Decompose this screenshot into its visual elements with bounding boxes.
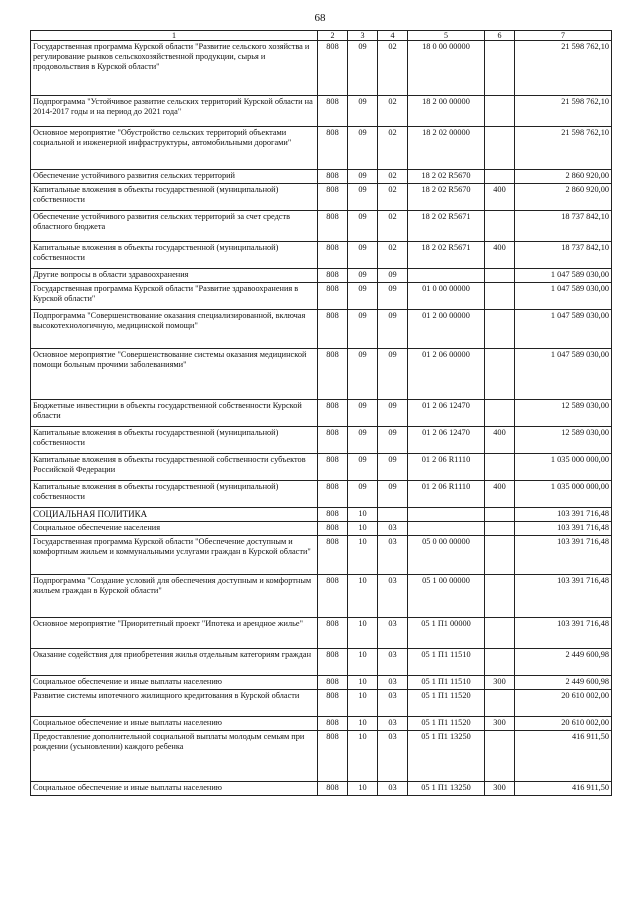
cell-expense-type: 400 <box>485 481 515 508</box>
cell-expense-type <box>485 690 515 717</box>
cell-name: Другие вопросы в области здравоохранения <box>31 269 318 283</box>
cell-expense-type: 300 <box>485 782 515 796</box>
cell-amount: 2 449 600,98 <box>515 649 612 676</box>
cell-name: Предоставление дополнительной социальной выплаты молодым семьям при рождении (усыновлении) каждого ребенка <box>31 731 318 782</box>
cell-amount: 1 047 589 030,00 <box>515 349 612 400</box>
cell-expense-type <box>485 211 515 242</box>
table-row <box>31 782 612 796</box>
cell-subsection: 03 <box>378 782 408 796</box>
cell-section: 09 <box>348 170 378 184</box>
table-row <box>31 96 612 127</box>
cell-target-article: 05 1 П1 11510 <box>408 676 485 690</box>
cell-target-article: 18 0 00 00000 <box>408 41 485 96</box>
cell-amount: 103 391 716,48 <box>515 618 612 649</box>
table-row <box>31 649 612 676</box>
cell-name: Социальное обеспечение населения <box>31 522 318 536</box>
cell-section: 09 <box>348 269 378 283</box>
cell-name: Обеспечение устойчивого развития сельских территорий за счет средств областного бюджета <box>31 211 318 242</box>
cell-expense-type <box>485 400 515 427</box>
cell-expense-type <box>485 454 515 481</box>
table-row <box>31 454 612 481</box>
cell-ministry-code: 808 <box>318 618 348 649</box>
cell-ministry-code: 808 <box>318 283 348 310</box>
cell-target-article: 05 1 П1 00000 <box>408 618 485 649</box>
cell-target-article: 05 1 П1 11520 <box>408 690 485 717</box>
cell-amount: 2 860 920,00 <box>515 184 612 211</box>
table-row <box>31 170 612 184</box>
cell-amount: 18 737 842,10 <box>515 242 612 269</box>
cell-target-article: 18 2 02 R5670 <box>408 170 485 184</box>
cell-section: 09 <box>348 310 378 349</box>
cell-section: 09 <box>348 400 378 427</box>
column-header: 5 <box>408 31 485 41</box>
column-header: 3 <box>348 31 378 41</box>
cell-subsection: 03 <box>378 536 408 575</box>
table-row <box>31 522 612 536</box>
cell-ministry-code: 808 <box>318 690 348 717</box>
cell-expense-type: 400 <box>485 242 515 269</box>
cell-ministry-code: 808 <box>318 96 348 127</box>
cell-name: Подпрограмма "Устойчивое развитие сельских территорий Курской области на 2014-2017 годы и на период до 2021 года" <box>31 96 318 127</box>
cell-amount: 20 610 002,00 <box>515 690 612 717</box>
cell-section: 09 <box>348 427 378 454</box>
cell-section: 10 <box>348 782 378 796</box>
cell-target-article: 05 1 П1 11520 <box>408 717 485 731</box>
cell-section: 10 <box>348 649 378 676</box>
cell-name: Капитальные вложения в объекты государственной (муниципальной) собственности <box>31 184 318 211</box>
cell-amount: 21 598 762,10 <box>515 127 612 170</box>
cell-amount: 12 589 030,00 <box>515 427 612 454</box>
cell-ministry-code: 808 <box>318 731 348 782</box>
cell-name: Капитальные вложения в объекты государственной собственности субъектов Российской Федерации <box>31 454 318 481</box>
cell-expense-type <box>485 127 515 170</box>
cell-ministry-code: 808 <box>318 400 348 427</box>
cell-subsection: 02 <box>378 170 408 184</box>
cell-expense-type <box>485 536 515 575</box>
cell-expense-type <box>485 508 515 522</box>
cell-ministry-code: 808 <box>318 575 348 618</box>
cell-amount: 2 449 600,98 <box>515 676 612 690</box>
table-row <box>31 349 612 400</box>
cell-target-article: 18 2 02 R5670 <box>408 184 485 211</box>
cell-ministry-code: 808 <box>318 184 348 211</box>
cell-name: Подпрограмма "Создание условий для обеспечения доступным и комфортным жильем граждан в Курской области" <box>31 575 318 618</box>
cell-target-article: 01 2 06 12470 <box>408 427 485 454</box>
cell-expense-type <box>485 310 515 349</box>
cell-target-article: 18 2 02 R5671 <box>408 211 485 242</box>
cell-amount: 103 391 716,48 <box>515 508 612 522</box>
cell-name: Государственная программа Курской области "Развитие здравоохранения в Курской области" <box>31 283 318 310</box>
cell-target-article: 01 2 06 R1110 <box>408 481 485 508</box>
cell-ministry-code: 808 <box>318 269 348 283</box>
table-row <box>31 269 612 283</box>
cell-subsection: 03 <box>378 717 408 731</box>
cell-ministry-code: 808 <box>318 649 348 676</box>
cell-subsection: 09 <box>378 310 408 349</box>
table-row <box>31 508 612 522</box>
cell-expense-type <box>485 283 515 310</box>
cell-section: 09 <box>348 454 378 481</box>
cell-expense-type <box>485 575 515 618</box>
cell-target-article: 05 0 00 00000 <box>408 536 485 575</box>
budget-table-body <box>31 31 612 796</box>
cell-expense-type <box>485 522 515 536</box>
cell-name: Социальное обеспечение и иные выплаты населению <box>31 717 318 731</box>
cell-expense-type: 400 <box>485 184 515 211</box>
cell-ministry-code: 808 <box>318 676 348 690</box>
cell-expense-type <box>485 349 515 400</box>
cell-ministry-code: 808 <box>318 242 348 269</box>
cell-ministry-code: 808 <box>318 427 348 454</box>
cell-amount: 1 047 589 030,00 <box>515 310 612 349</box>
table-row <box>31 41 612 96</box>
cell-ministry-code: 808 <box>318 508 348 522</box>
table-row <box>31 618 612 649</box>
table-header-row <box>31 31 612 41</box>
cell-subsection: 03 <box>378 731 408 782</box>
cell-section: 09 <box>348 283 378 310</box>
cell-amount: 12 589 030,00 <box>515 400 612 427</box>
column-header: 7 <box>515 31 612 41</box>
column-header: 1 <box>31 31 318 41</box>
cell-expense-type <box>485 96 515 127</box>
page-number: 68 <box>314 12 326 24</box>
cell-subsection: 03 <box>378 676 408 690</box>
cell-section: 10 <box>348 522 378 536</box>
cell-subsection: 09 <box>378 427 408 454</box>
cell-amount: 1 035 000 000,00 <box>515 454 612 481</box>
cell-expense-type <box>485 618 515 649</box>
cell-ministry-code: 808 <box>318 211 348 242</box>
cell-section: 10 <box>348 731 378 782</box>
cell-target-article: 05 1 00 00000 <box>408 575 485 618</box>
cell-subsection: 02 <box>378 242 408 269</box>
cell-section: 09 <box>348 96 378 127</box>
cell-section: 09 <box>348 41 378 96</box>
cell-expense-type: 300 <box>485 676 515 690</box>
cell-amount: 1 047 589 030,00 <box>515 269 612 283</box>
cell-name: Основное мероприятие "Совершенствование системы оказания медицинской помощи больным прочими заболеваниями" <box>31 349 318 400</box>
cell-subsection: 09 <box>378 269 408 283</box>
cell-name: Капитальные вложения в объекты государственной (муниципальной) собственности <box>31 242 318 269</box>
cell-subsection: 09 <box>378 400 408 427</box>
table-row <box>31 310 612 349</box>
cell-subsection: 09 <box>378 454 408 481</box>
cell-subsection <box>378 508 408 522</box>
cell-amount: 1 047 589 030,00 <box>515 283 612 310</box>
cell-amount: 416 911,50 <box>515 731 612 782</box>
cell-target-article: 01 2 06 00000 <box>408 349 485 400</box>
cell-expense-type: 400 <box>485 427 515 454</box>
cell-name: Бюджетные инвестиции в объекты государственной собственности Курской области <box>31 400 318 427</box>
cell-target-article: 01 0 00 00000 <box>408 283 485 310</box>
table-row <box>31 731 612 782</box>
cell-target-article: 01 2 00 00000 <box>408 310 485 349</box>
cell-section: 10 <box>348 690 378 717</box>
cell-subsection: 03 <box>378 575 408 618</box>
cell-subsection: 02 <box>378 211 408 242</box>
cell-subsection: 02 <box>378 127 408 170</box>
cell-name: Государственная программа Курской области "Обеспечение доступным и комфортным жильем и коммунальными услугами граждан в Курской области" <box>31 536 318 575</box>
cell-subsection: 03 <box>378 690 408 717</box>
cell-ministry-code: 808 <box>318 127 348 170</box>
cell-name: Оказание содействия для приобретения жилья отдельным категориям граждан <box>31 649 318 676</box>
cell-target-article: 05 1 П1 13250 <box>408 731 485 782</box>
cell-ministry-code: 808 <box>318 170 348 184</box>
cell-ministry-code: 808 <box>318 481 348 508</box>
cell-subsection: 03 <box>378 618 408 649</box>
table-row <box>31 717 612 731</box>
table-row <box>31 127 612 170</box>
cell-subsection: 03 <box>378 522 408 536</box>
cell-ministry-code: 808 <box>318 782 348 796</box>
cell-name: Социальное обеспечение и иные выплаты населению <box>31 782 318 796</box>
cell-amount: 103 391 716,48 <box>515 522 612 536</box>
cell-subsection: 02 <box>378 41 408 96</box>
column-header: 6 <box>485 31 515 41</box>
cell-amount: 20 610 002,00 <box>515 717 612 731</box>
cell-section: 10 <box>348 618 378 649</box>
cell-subsection: 09 <box>378 481 408 508</box>
table-row <box>31 575 612 618</box>
cell-section: 09 <box>348 211 378 242</box>
cell-ministry-code: 808 <box>318 717 348 731</box>
cell-section: 10 <box>348 717 378 731</box>
cell-expense-type: 300 <box>485 717 515 731</box>
cell-target-article: 18 2 02 00000 <box>408 127 485 170</box>
cell-name: Основное мероприятие "Обустройство сельских территорий объектами социальной и инженерной инфраструктуры, автомобильными дорогами" <box>31 127 318 170</box>
cell-ministry-code: 808 <box>318 41 348 96</box>
cell-subsection: 02 <box>378 96 408 127</box>
cell-name: Социальное обеспечение и иные выплаты населению <box>31 676 318 690</box>
cell-target-article: 01 2 06 12470 <box>408 400 485 427</box>
cell-target-article: 18 2 00 00000 <box>408 96 485 127</box>
cell-name: Развитие системы ипотечного жилищного кредитования в Курской области <box>31 690 318 717</box>
column-header: 2 <box>318 31 348 41</box>
cell-expense-type <box>485 41 515 96</box>
cell-ministry-code: 808 <box>318 454 348 481</box>
cell-subsection: 09 <box>378 349 408 400</box>
table-row <box>31 676 612 690</box>
cell-name: Государственная программа Курской области "Развитие сельского хозяйства и регулирование рынков сельскохозяйственной продукции, сырья и продовольствия в Курской области" <box>31 41 318 96</box>
cell-ministry-code: 808 <box>318 349 348 400</box>
table-row <box>31 184 612 211</box>
cell-subsection: 03 <box>378 649 408 676</box>
cell-subsection: 09 <box>378 283 408 310</box>
table-row <box>31 211 612 242</box>
cell-expense-type <box>485 731 515 782</box>
cell-section: 10 <box>348 536 378 575</box>
cell-target-article: 01 2 06 R1110 <box>408 454 485 481</box>
cell-section: 10 <box>348 676 378 690</box>
cell-section: 09 <box>348 242 378 269</box>
table-row <box>31 242 612 269</box>
table-row <box>31 427 612 454</box>
cell-ministry-code: 808 <box>318 536 348 575</box>
cell-section: 10 <box>348 508 378 522</box>
cell-section: 09 <box>348 184 378 211</box>
cell-amount: 18 737 842,10 <box>515 211 612 242</box>
cell-section: 09 <box>348 127 378 170</box>
cell-name: Основное мероприятие "Приоритетный проект "Ипотека и арендное жилье" <box>31 618 318 649</box>
cell-target-article <box>408 508 485 522</box>
cell-ministry-code: 808 <box>318 522 348 536</box>
cell-target-article <box>408 522 485 536</box>
cell-name: Обеспечение устойчивого развития сельских территорий <box>31 170 318 184</box>
cell-amount: 1 035 000 000,00 <box>515 481 612 508</box>
cell-amount: 103 391 716,48 <box>515 536 612 575</box>
cell-expense-type <box>485 170 515 184</box>
cell-ministry-code: 808 <box>318 310 348 349</box>
cell-amount: 103 391 716,48 <box>515 575 612 618</box>
cell-name: Подпрограмма "Совершенствование оказания специализированной, включая высокотехнологичную, медицинской помощи" <box>31 310 318 349</box>
cell-name: Капитальные вложения в объекты государственной (муниципальной) собственности <box>31 427 318 454</box>
cell-target-article: 18 2 02 R5671 <box>408 242 485 269</box>
cell-expense-type <box>485 269 515 283</box>
cell-amount: 21 598 762,10 <box>515 96 612 127</box>
cell-section: 09 <box>348 349 378 400</box>
cell-subsection: 02 <box>378 184 408 211</box>
cell-target-article: 05 1 П1 13250 <box>408 782 485 796</box>
cell-amount: 416 911,50 <box>515 782 612 796</box>
cell-amount: 2 860 920,00 <box>515 170 612 184</box>
cell-target-article <box>408 269 485 283</box>
cell-target-article: 05 1 П1 11510 <box>408 649 485 676</box>
table-row <box>31 690 612 717</box>
column-header: 4 <box>378 31 408 41</box>
cell-expense-type <box>485 649 515 676</box>
table-row <box>31 481 612 508</box>
cell-section: 10 <box>348 575 378 618</box>
budget-table <box>30 30 612 796</box>
cell-amount: 21 598 762,10 <box>515 41 612 96</box>
cell-section: 09 <box>348 481 378 508</box>
table-row <box>31 400 612 427</box>
cell-name: СОЦИАЛЬНАЯ ПОЛИТИКА <box>31 508 318 522</box>
table-row <box>31 536 612 575</box>
cell-name: Капитальные вложения в объекты государственной (муниципальной) собственности <box>31 481 318 508</box>
table-row <box>31 283 612 310</box>
